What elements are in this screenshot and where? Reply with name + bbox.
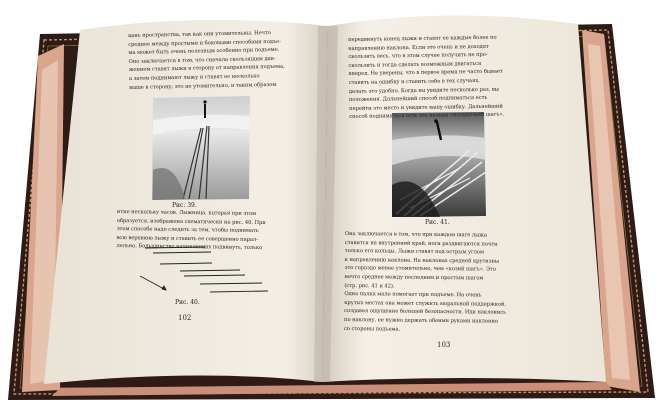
text-line: всю верхнюю лыжу и ставить ее совершенно парал- xyxy=(116,234,258,243)
right-page-number: 103 xyxy=(437,341,451,349)
text-line: нечто среднее между последним и простым шагом xyxy=(344,273,484,282)
text-line: это гораздо менее утомительно, чем «козий шагъ». Это xyxy=(344,265,496,273)
text-line: направлению наклона. Если это очень и не доходят xyxy=(348,43,489,52)
figure-39-photo xyxy=(152,96,250,200)
text-line: нтие нескольку часов. Лыжница, которая при этом xyxy=(116,208,257,217)
left-page-text-top xyxy=(128,29,285,92)
text-line: образуется, изображена схематически на рис. 40. При xyxy=(116,217,266,226)
text-line: делать это удобно. Когда вы увидите несколько раз, вы xyxy=(348,86,499,95)
text-line: лельно. Большинство начинающих подвинуть, только xyxy=(116,243,263,252)
text-line: передвинуть конец лыжи и ставят ее каждые более по xyxy=(348,34,497,43)
text-line: по наклону, ее нужно держать обеими руками наклонно xyxy=(344,316,498,325)
figure-39-caption: Рис. 39. xyxy=(172,202,197,209)
text-line: со стороны подъема. xyxy=(343,325,401,333)
text-line: к направлению наклона. На наклонах средней крутизны xyxy=(344,256,499,265)
text-line: цань пространства, так как они утомительны. Нечто xyxy=(128,30,271,39)
text-line: крутых местах она может служить моральной поддержкой, xyxy=(344,299,507,308)
text-line: перейти это место и увидите вашу ошибку. Дальнейший xyxy=(349,103,503,112)
text-line: способ подниматься есть тех называ «полукозьей шагъ». xyxy=(349,111,505,121)
figure-40-caption: Рис. 40. xyxy=(175,299,200,306)
text-line: ставить на ошибку и ставить себе в тех случаях, xyxy=(348,77,480,86)
text-line: Она заключается в том, что при каждом шаге лыжа xyxy=(344,230,487,239)
text-line: скользить и тогда сделать возможным двигаться xyxy=(348,60,482,69)
text-line: а затем поднимают лыжу и ставят ее несколько xyxy=(128,73,260,82)
text-line: этом способе надо следить за тем, чтобы поднимать xyxy=(116,226,259,235)
text-line: вперед. Не уверены, что в первое время не часто бывает xyxy=(348,68,503,78)
text-line: только его кольцы. Лыжи ставят под острым углом xyxy=(344,248,484,256)
text-line: Одна палка мало помогает при подъеме. На очень xyxy=(344,291,482,299)
left-page-text-bottom xyxy=(116,208,267,253)
text-line: создавая ощущение большей безопасности. Иди наклонись xyxy=(344,308,506,317)
text-line: (стр. рис. 41 и 42). xyxy=(344,282,395,290)
right-page-text-bottom xyxy=(343,230,507,335)
text-line: среднее между простыми и боковыми способами подъе- xyxy=(128,38,281,48)
text-line: Оно заключается в том, что сначала скользящим дви- xyxy=(128,55,276,65)
figure-41-photo xyxy=(392,112,486,217)
text-line: выше в сторону; это не утомительно, и таким образом xyxy=(129,81,277,91)
text-line: жением ставят лыжи в сторону от направления подъема, xyxy=(128,64,285,74)
text-line: скользить весь, что в этом случае получить не про- xyxy=(348,51,488,61)
left-page-number: 102 xyxy=(178,314,192,322)
figure-41-caption: Рис. 41. xyxy=(425,219,450,226)
text-line: ставится на внутренний край, ноги раздвигаются почти xyxy=(344,239,498,248)
right-page-text-top xyxy=(348,34,505,122)
text-line: положения. Дальнейший способ подниматься есть xyxy=(348,94,488,104)
text-line: ма может быть очень полезным особенно при подъеме. xyxy=(128,47,280,57)
